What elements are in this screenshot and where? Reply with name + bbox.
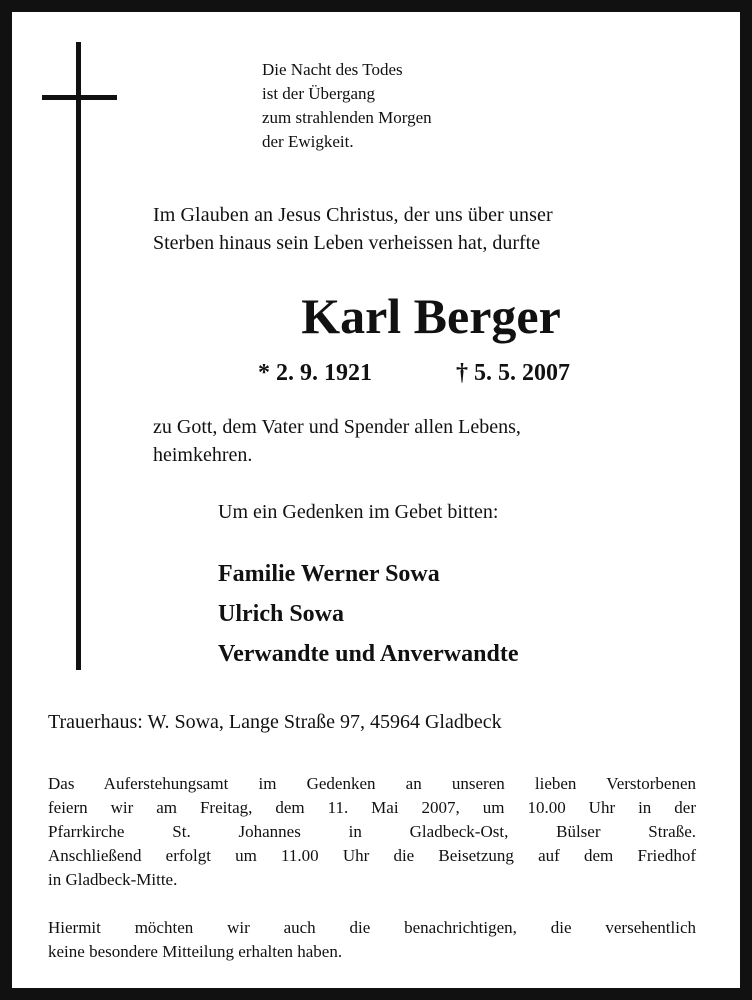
intro-text: [153, 201, 713, 257]
paragraph-line: in Gladbeck-Mitte.: [48, 870, 178, 889]
motto: [262, 58, 432, 154]
mourner: Verwandte und Anverwandte: [218, 641, 519, 667]
notice-paragraph: [48, 916, 696, 964]
cross-icon-vertical: [76, 42, 81, 670]
paragraph-line: Hiermit möchten wir auch die benachrichtigen, die versehentlich: [48, 918, 696, 937]
paragraph-line: Anschließend erfolgt um 11.00 Uhr die Beisetzung auf dem Friedhof: [48, 846, 696, 865]
deceased-name: Karl Berger: [301, 288, 561, 344]
mourners-list: [218, 554, 518, 674]
return-text: [153, 413, 521, 469]
motto-line: ist der Übergang: [262, 84, 375, 103]
paragraph-line: feiern wir am Freitag, dem 11. Mai 2007, um 10.00 Uhr in der: [48, 798, 696, 817]
paragraph-line: Das Auferstehungsamt im Gedenken an unseren lieben Verstorbenen: [48, 774, 696, 793]
paragraph-line: Pfarrkirche St. Johannes in Gladbeck-Ost, Bülser Straße.: [48, 822, 696, 841]
motto-line: der Ewigkeit.: [262, 132, 354, 151]
intro-line: Im Glauben an Jesus Christus, der uns über unser: [153, 204, 553, 226]
motto-line: zum strahlenden Morgen: [262, 108, 432, 127]
motto-line: Die Nacht des Todes: [262, 60, 403, 79]
mourner: Familie Werner Sowa: [218, 561, 440, 587]
return-line: heimkehren.: [153, 444, 253, 466]
prayer-request: Um ein Gedenken im Gebet bitten:: [218, 501, 499, 523]
birth-date: * 2. 9. 1921: [258, 360, 372, 386]
mourning-house: Trauerhaus: W. Sowa, Lange Straße 97, 45964 Gladbeck: [48, 711, 502, 733]
cross-icon-horizontal: [42, 95, 117, 100]
intro-line: Sterben hinaus sein Leben verheissen hat, durfte: [153, 232, 541, 254]
return-line: zu Gott, dem Vater und Spender allen Lebens,: [153, 416, 521, 438]
death-date: † 5. 5. 2007: [456, 360, 570, 386]
paragraph-line: keine besondere Mitteilung erhalten haben.: [48, 942, 343, 961]
service-paragraph: [48, 772, 696, 892]
mourner: Ulrich Sowa: [218, 601, 344, 627]
